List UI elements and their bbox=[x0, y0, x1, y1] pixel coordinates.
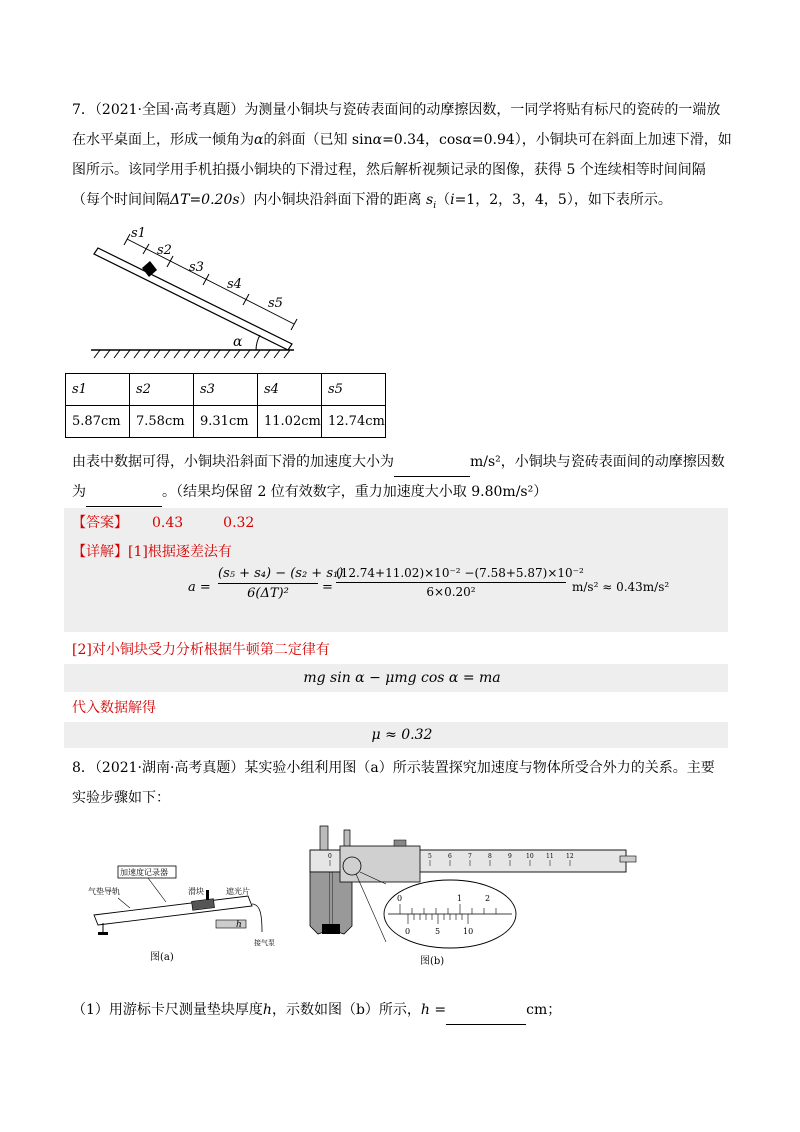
q8-step1b: h bbox=[262, 1002, 272, 1018]
table-header: s4 bbox=[258, 374, 322, 406]
q7-after2b: 。（结果均保留 2 位有效数字，重力加速度大小取 9.80m/s²） bbox=[162, 484, 548, 500]
answer-value-1: 0.43 bbox=[152, 515, 184, 531]
eq1-tail: m/s² ≈ 0.43m/s² bbox=[572, 580, 670, 594]
q7-line2d: =0.94），小铜块可在斜面上加速下滑，如 bbox=[471, 132, 732, 148]
label-fig-b: 图(b) bbox=[420, 956, 445, 967]
shutter-plate bbox=[206, 890, 209, 900]
figure-a-air-track bbox=[88, 860, 275, 975]
magnified-main-number: 2 bbox=[485, 894, 491, 903]
eq1-eq: = bbox=[322, 580, 333, 595]
table-cell: 11.02cm bbox=[258, 406, 322, 438]
magnified-vernier-number: 0 bbox=[405, 927, 411, 936]
main-scale-number: 12 bbox=[566, 853, 574, 860]
eq1-den2: 6×0.20² bbox=[426, 585, 476, 599]
answer-blank-h bbox=[446, 996, 526, 1025]
zoom-connector-bottom bbox=[356, 874, 386, 942]
q8-line1: 8．（2021·湖南·高考真题）某实验小组利用图（a）所示装置探究加速度与物体所受合外力的关系。主要 bbox=[72, 760, 715, 776]
table-header: s5 bbox=[322, 374, 386, 406]
eq1-fraction2 bbox=[336, 566, 584, 599]
q7-line4 bbox=[72, 186, 732, 220]
equation-2: mg sin α − μmg cos α = ma bbox=[303, 670, 501, 686]
q7-line2b: 的斜面（已知 sin bbox=[263, 132, 373, 148]
magnified-vernier-number: 5 bbox=[435, 927, 441, 936]
label-s5: s5 bbox=[268, 296, 283, 311]
q7-line4c: ）内小铜块沿斜面下滑的距离 bbox=[239, 192, 426, 208]
measured-block bbox=[322, 924, 340, 934]
eq1-a: a = bbox=[188, 580, 211, 595]
q7-line4g: i bbox=[450, 192, 455, 208]
q8-step1 bbox=[72, 996, 732, 1025]
equation-1 bbox=[188, 566, 670, 616]
q7-line4f: （ bbox=[436, 192, 451, 208]
main-scale-number: 0 bbox=[328, 853, 332, 860]
track-foot-base bbox=[98, 932, 108, 935]
main-scale-number: 8 bbox=[488, 853, 492, 860]
detail-label: 【详解】 bbox=[72, 544, 128, 560]
depth-rod bbox=[620, 856, 636, 862]
alpha-symbol: α bbox=[254, 132, 264, 148]
q7-after2 bbox=[72, 478, 732, 507]
q8-step1d: h bbox=[420, 1002, 430, 1018]
q7-line4h: =1，2，3，4，5），如下表所示。 bbox=[454, 192, 672, 208]
main-scale-number: 7 bbox=[468, 853, 472, 860]
q8-step1e: = bbox=[429, 1002, 447, 1018]
q7-line2a: 在水平桌面上，形成一倾角为 bbox=[72, 132, 254, 148]
vernier-slider bbox=[340, 846, 420, 882]
main-scale-number: 11 bbox=[546, 853, 554, 860]
label-air-track: 气垫导轨 bbox=[88, 887, 120, 896]
q7-line4e: i bbox=[433, 200, 437, 211]
answer-blank-1 bbox=[394, 448, 470, 477]
eq1-den1: 6(ΔT)² bbox=[247, 586, 289, 601]
step3-line: 代入数据解得 bbox=[72, 700, 156, 716]
q7-after1a: 由表中数据可得，小铜块沿斜面下滑的加速度大小为 bbox=[72, 454, 394, 470]
label-recorder: 加速度记录器 bbox=[120, 868, 168, 877]
figure-b-vernier-caliper bbox=[300, 822, 640, 972]
label-s1: s1 bbox=[131, 226, 146, 241]
incline-figure bbox=[86, 222, 306, 362]
magnified-vernier-number: 10 bbox=[463, 927, 474, 936]
q7-line3: 图所示。该同学用手机拍摄小铜块的下滑过程，然后解析视频记录的图像，获得 5 个连续相等时间间隔 bbox=[72, 162, 706, 178]
detail-line bbox=[72, 538, 732, 566]
q8-step1a: （1）用游标卡尺测量垫块厚度 bbox=[72, 1002, 263, 1018]
distance-table bbox=[65, 373, 386, 438]
table-cell: 12.74cm bbox=[322, 406, 386, 438]
q7-line4b: ΔT=0.20s bbox=[170, 192, 240, 208]
magnified-main-number: 1 bbox=[457, 894, 463, 903]
recorder-pointer bbox=[148, 878, 166, 902]
q7-line4d: s bbox=[426, 192, 434, 208]
eq1-num1: (s₅ + s₄) − (s₂ + s₁) bbox=[218, 566, 318, 584]
main-scale-number: 9 bbox=[508, 853, 512, 860]
table-cell: 9.31cm bbox=[194, 406, 258, 438]
step2-line: [2]对小铜块受力分析根据牛顿第二定律有 bbox=[72, 642, 330, 658]
ground-hatch bbox=[94, 350, 290, 358]
label-pump: 接气泵 bbox=[254, 939, 275, 947]
label-shutter: 遮光片 bbox=[226, 887, 250, 896]
q7-line1: 7．（2021·全国·高考真题）为测量小铜块与瓷砖表面间的动摩擦因数，一同学将贴有标尺的瓷砖的一端放 bbox=[72, 102, 721, 118]
label-slider: 滑块 bbox=[188, 887, 204, 896]
track-pointer bbox=[118, 898, 130, 908]
q7-after1b: m/s²，小铜块与瓷砖表面间的动摩擦因数 bbox=[470, 454, 725, 470]
label-s3: s3 bbox=[189, 260, 204, 275]
q7-after2a: 为 bbox=[72, 484, 86, 500]
q8-step1f: cm； bbox=[526, 1002, 562, 1018]
label-h: h bbox=[236, 920, 242, 930]
answer-blank-2 bbox=[86, 478, 162, 507]
label-fig-a: 图(a) bbox=[150, 952, 174, 963]
main-scale-number: 6 bbox=[448, 853, 452, 860]
upper-jaw-fixed bbox=[320, 826, 328, 850]
lock-screw bbox=[394, 840, 406, 846]
label-s4: s4 bbox=[227, 277, 242, 292]
air-hose bbox=[252, 904, 262, 932]
equation-3: μ ≈ 0.32 bbox=[371, 727, 433, 743]
detail-text: [1]根据逐差法有 bbox=[128, 544, 232, 560]
answer-label: 【答案】 bbox=[72, 515, 128, 531]
table-row bbox=[66, 406, 386, 438]
angle-arc bbox=[256, 335, 260, 350]
table-header-row bbox=[66, 374, 386, 406]
eq1-fraction1 bbox=[218, 566, 344, 601]
q7-line4a: （每个时间间隔 bbox=[72, 192, 170, 208]
label-s2: s2 bbox=[157, 243, 172, 258]
q8-line2: 实验步骤如下： bbox=[72, 790, 170, 806]
answer-value-2: 0.32 bbox=[223, 515, 255, 531]
eq1-num2: (12.74+11.02)×10⁻² −(7.58+5.87)×10⁻² bbox=[336, 566, 566, 583]
magnified-main-number: 0 bbox=[397, 894, 403, 903]
answer-line bbox=[72, 509, 732, 537]
table-cell: 5.87cm bbox=[66, 406, 130, 438]
q7-line2 bbox=[72, 126, 732, 154]
alpha-symbol: α bbox=[372, 132, 383, 148]
q7-after1 bbox=[72, 448, 732, 477]
table-header: s1 bbox=[66, 374, 130, 406]
table-cell: 7.58cm bbox=[130, 406, 194, 438]
main-scale-number: 5 bbox=[428, 853, 432, 860]
q7-line2c: =0.34，cos bbox=[382, 132, 463, 148]
main-scale-number: 10 bbox=[526, 853, 534, 860]
table-header: s3 bbox=[194, 374, 258, 406]
q8-step1c: ，示数如图（b）所示， bbox=[271, 1002, 421, 1018]
alpha-symbol: α bbox=[462, 132, 472, 148]
label-alpha: α bbox=[233, 334, 243, 350]
table-header: s2 bbox=[130, 374, 194, 406]
